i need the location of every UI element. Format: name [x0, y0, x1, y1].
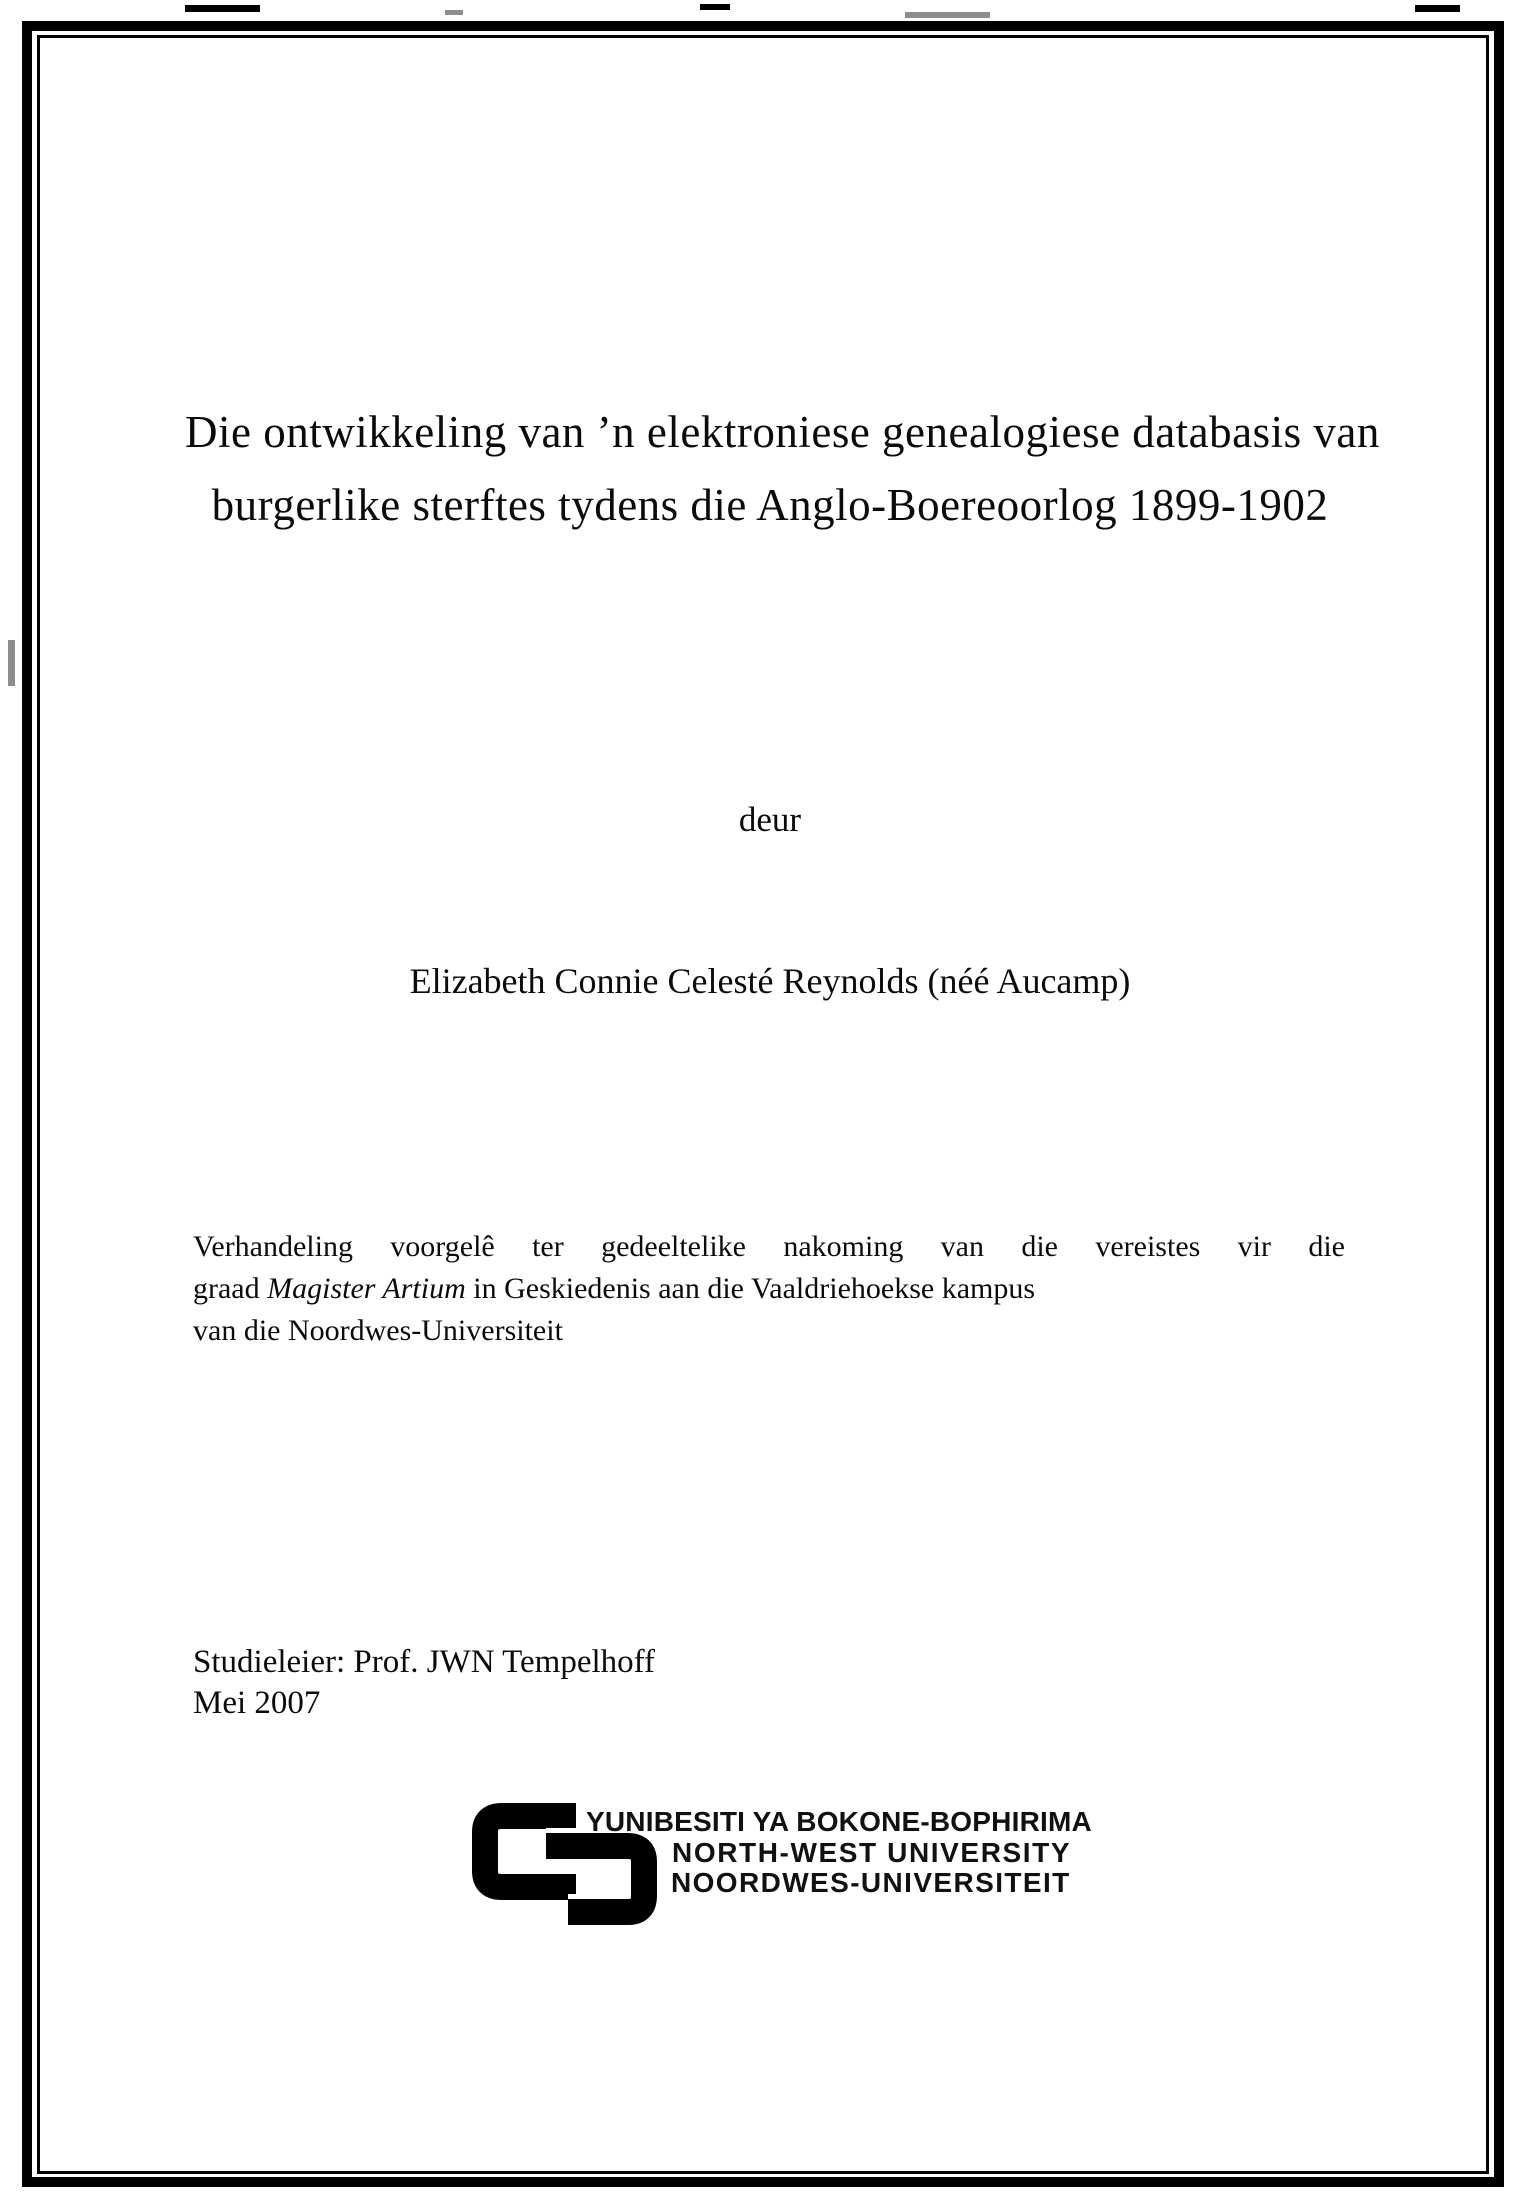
author-name: Elizabeth Connie Celesté Reynolds (néé Aucamp) — [409, 961, 1131, 1001]
scan-artifact — [445, 10, 463, 15]
scan-artifact — [8, 640, 15, 686]
scan-artifact — [1415, 5, 1460, 12]
thesis-title — [185, 396, 1380, 542]
scan-artifact — [185, 5, 260, 12]
date-line: Mei 2007 — [193, 1685, 321, 1721]
logo-text-line-2: NORTH-WEST UNIVERSITY — [672, 1837, 1072, 1868]
statement-line-2-suffix: in Geskiedenis aan die Vaaldriehoekse kampus — [465, 1272, 1036, 1305]
statement-line-2 — [193, 1268, 1345, 1310]
logo-text-line-3: NOORDWES-UNIVERSITEIT — [671, 1867, 1071, 1898]
byline: deur — [738, 800, 802, 839]
supervisor-line: Studieleier: Prof. JWN Tempelhoff — [193, 1644, 656, 1680]
scan-artifact — [700, 4, 730, 10]
university-logo — [472, 1803, 1112, 1933]
degree-name-italic: Magister Artium — [267, 1272, 466, 1305]
scan-artifact — [905, 12, 990, 18]
title-line-1: Die ontwikkeling van ’n elektroniese genealogiese databasis van — [185, 407, 1380, 457]
submission-statement — [193, 1226, 1345, 1352]
supervisor-block — [193, 1642, 655, 1724]
title-line-2: burgerlike sterftes tydens die Anglo-Boereoorlog 1899-1902 — [211, 480, 1329, 530]
statement-line-1: Verhandeling voorgelê ter gedeeltelike nakoming van die vereistes vir die — [193, 1230, 1345, 1263]
statement-line-3: van die Noordwes-Universiteit — [193, 1314, 563, 1347]
statement-line-2-prefix: graad — [193, 1272, 268, 1305]
logo-text-line-1: YUNIBESITI YA BOKONE-BOPHIRIMA — [586, 1806, 1092, 1837]
